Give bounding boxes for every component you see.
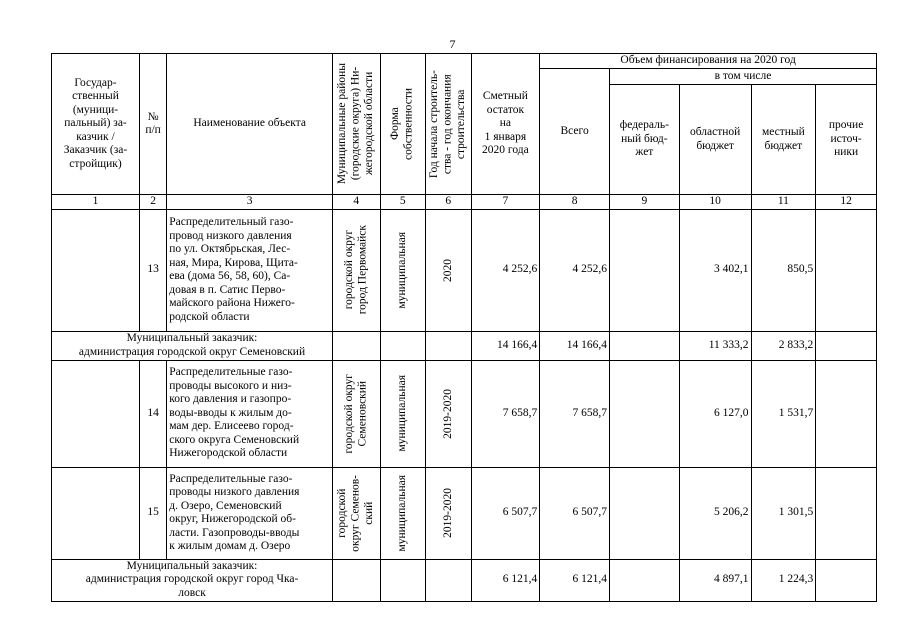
federal-cell — [610, 209, 680, 331]
row-number: 15 — [139, 467, 166, 559]
local-cell: 850,5 — [751, 209, 816, 331]
header-estimate: Сметный остаток на 1 января 2020 года — [471, 54, 540, 195]
ownership-cell: муниципальная — [380, 360, 425, 467]
local-cell: 1 531,7 — [751, 360, 816, 467]
header-including: в том числе — [610, 69, 877, 85]
header-districts: Муниципальные районы (городские округа) Ни- жегородской области — [333, 54, 381, 195]
ownership-cell: муниципальная — [380, 209, 425, 331]
column-numbers-row — [52, 195, 877, 210]
col-num: 12 — [816, 195, 877, 210]
header-object-name: Наименование объекта — [167, 54, 333, 195]
district-cell: городской округ город Первомайск — [333, 209, 381, 331]
years-cell: 2019-2020 — [426, 360, 471, 467]
summary-row — [52, 559, 877, 601]
regional-cell: 5 206,2 — [679, 467, 751, 559]
header-num: № п/п — [139, 54, 166, 195]
header-regional: областной бюджет — [679, 85, 751, 195]
header-funding: Объем финансирования на 2020 год — [540, 54, 877, 69]
summary-label: Муниципальный заказчик: администрация городской округ Семеновский — [52, 331, 333, 360]
local-cell: 1 301,5 — [751, 467, 816, 559]
col-num: 6 — [426, 195, 471, 210]
table-row — [52, 360, 877, 467]
header-ownership: Форма собственности — [380, 54, 425, 195]
table-row — [52, 209, 877, 331]
summary-label: Муниципальный заказчик: администрация городской округ город Чка- ловск — [52, 559, 333, 601]
object-name: Распределительные газо- проводы высокого и низ- кого давления и газопро- воды-вводы к жилым до- мам дер. Елисеево город- ского округа Семеновский Нижегородской области — [167, 360, 333, 467]
summary-local: 1 224,3 — [751, 559, 816, 601]
header-total: Всего — [540, 69, 610, 195]
estimate-cell: 4 252,6 — [471, 209, 540, 331]
col-num: 4 — [333, 195, 381, 210]
other-cell — [816, 209, 877, 331]
district-cell: городской округ Семеновский — [333, 360, 381, 467]
summary-total: 14 166,4 — [540, 331, 610, 360]
header-other: прочие источ- ники — [816, 85, 877, 195]
header-local: местный бюджет — [751, 85, 816, 195]
col-num: 3 — [167, 195, 333, 210]
regional-cell: 3 402,1 — [679, 209, 751, 331]
total-cell: 4 252,6 — [540, 209, 610, 331]
estimate-cell: 6 507,7 — [471, 467, 540, 559]
summary-row — [52, 331, 877, 360]
years-cell: 2019-2020 — [426, 467, 471, 559]
col-num: 10 — [679, 195, 751, 210]
col-num: 9 — [610, 195, 680, 210]
summary-regional: 11 333,2 — [679, 331, 751, 360]
years-cell: 2020 — [426, 209, 471, 331]
col-num: 2 — [139, 195, 166, 210]
estimate-cell: 7 658,7 — [471, 360, 540, 467]
total-cell: 6 507,7 — [540, 467, 610, 559]
district-cell: городской округ Семенов- ский — [333, 467, 381, 559]
object-name: Распределительный газо- провод низкого давления по ул. Октябрьская, Лес- ная, Мира, Кирова, Щита- ева (дома 56, 58, 60), Са- довая в п. Сатис Перво- майского района Нижего- родской области — [167, 209, 333, 331]
table-row — [52, 467, 877, 559]
page-number: 7 — [449, 37, 456, 51]
header-years: Год начала строитель- ства - год окончания строительства — [426, 54, 471, 195]
object-name: Распределительные газо- проводы низкого давления д. Озеро, Семеновский округ, Нижегородской об- ласти. Газопроводы-вводы к жилым домам д. Озеро — [167, 467, 333, 559]
total-cell: 7 658,7 — [540, 360, 610, 467]
col-num: 5 — [380, 195, 425, 210]
header-federal: федераль- ный бюд- жет — [610, 85, 680, 195]
col-num: 8 — [540, 195, 610, 210]
regional-cell: 6 127,0 — [679, 360, 751, 467]
summary-estimate: 6 121,4 — [471, 559, 540, 601]
header-customer: Государ- ственный (муници- пальный) за- казчик / Заказчик (за- стройщик) — [52, 54, 140, 195]
summary-estimate: 14 166,4 — [471, 331, 540, 360]
customer-cell — [52, 209, 140, 331]
row-number: 13 — [139, 209, 166, 331]
summary-local: 2 833,2 — [751, 331, 816, 360]
col-num: 7 — [471, 195, 540, 210]
financing-table — [51, 53, 877, 602]
col-num: 1 — [52, 195, 140, 210]
col-num: 11 — [751, 195, 816, 210]
summary-total: 6 121,4 — [540, 559, 610, 601]
summary-regional: 4 897,1 — [679, 559, 751, 601]
ownership-cell: муниципальная — [380, 467, 425, 559]
row-number: 14 — [139, 360, 166, 467]
